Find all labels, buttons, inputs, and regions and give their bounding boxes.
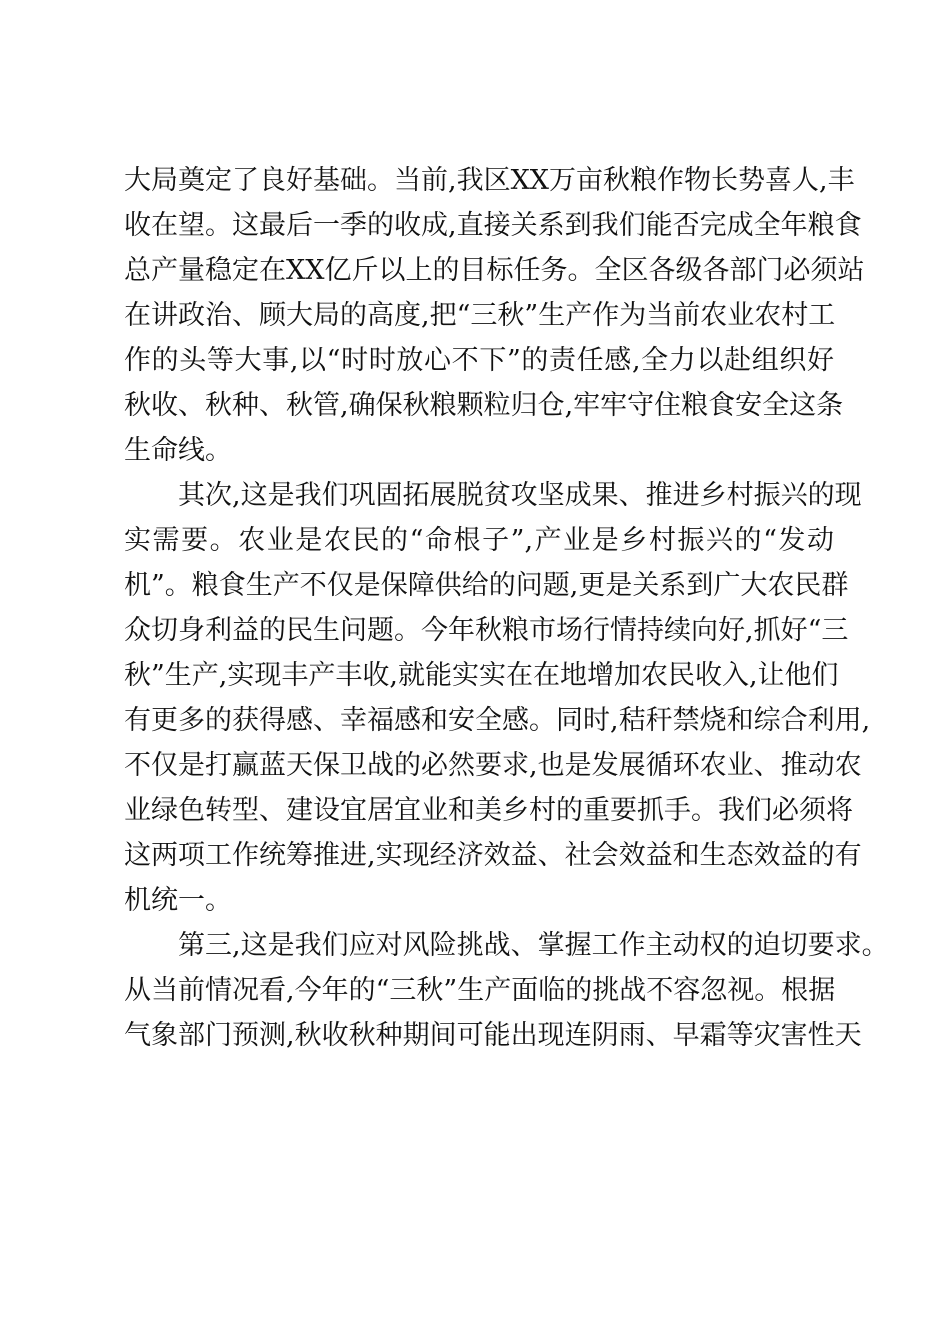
text-line: 在讲政治、顾大局的高度,把“三秋”生产作为当前农业农村工 [124, 300, 836, 331]
text-line: 不仅是打赢蓝天保卫战的必然要求,也是发展循环农业、推动农 [124, 750, 862, 781]
text-line: 秋”生产,实现丰产丰收,就能实实在在地增加农民收入,让他们 [124, 660, 839, 691]
text-line: 秋收、秋种、秋管,确保秋粮颗粒归仓,牢牢守住粮食安全这条 [124, 390, 844, 421]
text-line: 机统一。 [124, 885, 232, 916]
text-line: 第三,这是我们应对风险挑战、掌握工作主动权的迫切要求。 [178, 930, 889, 961]
text-line: 生命线。 [124, 435, 232, 466]
text-line: 总产量稳定在XX亿斤以上的目标任务。全区各级各部门必须站 [124, 255, 865, 286]
text-line: 作的头等大事,以“时时放心不下”的责任感,全力以赴组织好 [124, 345, 834, 376]
text-line: 众切身利益的民生问题。今年秋粮市场行情持续向好,抓好“三 [124, 615, 849, 646]
paragraph-1 [124, 158, 865, 473]
paragraph-2 [124, 473, 871, 923]
paragraph-3 [124, 923, 889, 1058]
text-line: 机”。粮食生产不仅是保障供给的问题,更是关系到广大农民群 [124, 570, 849, 601]
document-body [124, 158, 889, 1058]
text-line: 业绿色转型、建设宜居宜业和美乡村的重要抓手。我们必须将 [124, 795, 853, 826]
text-line: 有更多的获得感、幸福感和安全感。同时,秸秆禁烧和综合利用, [124, 705, 871, 736]
text-line: 收在望。这最后一季的收成,直接关系到我们能否完成全年粮食 [124, 210, 862, 241]
text-line: 实需要。农业是农民的“命根子”,产业是乡村振兴的“发动 [124, 525, 834, 556]
text-line: 这两项工作统筹推进,实现经济效益、社会效益和生态效益的有 [124, 840, 862, 871]
text-line: 大局奠定了良好基础。当前,我区XX万亩秋粮作物长势喜人,丰 [124, 165, 855, 196]
text-line: 从当前情况看,今年的“三秋”生产面临的挑战不容忽视。根据 [124, 975, 836, 1006]
text-line: 气象部门预测,秋收秋种期间可能出现连阴雨、早霜等灾害性天 [124, 1020, 862, 1051]
text-line: 其次,这是我们巩固拓展脱贫攻坚成果、推进乡村振兴的现 [178, 480, 862, 511]
